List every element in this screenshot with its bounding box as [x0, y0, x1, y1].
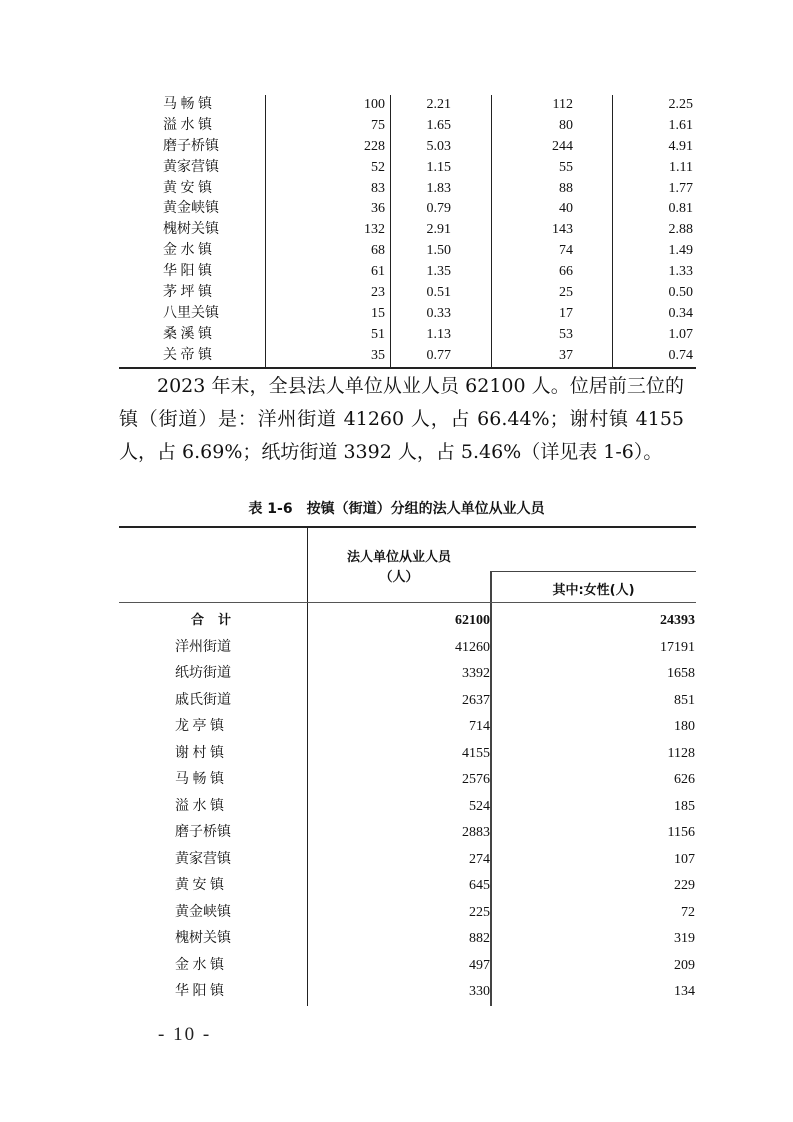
table-row	[119, 199, 696, 220]
table-row	[119, 767, 696, 794]
count-2023: 37	[559, 347, 573, 363]
row-label: 槐树关镇	[175, 931, 231, 946]
count-2023: 17	[559, 305, 573, 321]
row-label: 黄金峡镇	[163, 201, 219, 217]
page-number: - 10 -	[158, 1024, 212, 1045]
count-2022: 68	[371, 243, 385, 259]
count-2022: 23	[371, 285, 385, 301]
table-1-6	[119, 526, 696, 1006]
share-2022: 1.15	[426, 159, 451, 175]
row-label: 关 帝 镇	[163, 347, 212, 363]
count-2022: 61	[371, 264, 385, 280]
share-2023: 1.33	[668, 264, 693, 280]
employees-value: 3392	[462, 666, 490, 681]
table-row	[119, 953, 696, 980]
female-value: 134	[674, 984, 695, 999]
table-row	[119, 179, 696, 200]
female-value: 17191	[660, 639, 695, 655]
share-2022: 2.91	[426, 222, 451, 238]
count-2022: 15	[371, 305, 385, 321]
table-row	[119, 346, 696, 367]
count-2022: 100	[364, 97, 385, 112]
count-2022: 52	[371, 159, 385, 175]
table-row	[119, 137, 696, 158]
row-label: 马 畅 镇	[163, 97, 212, 112]
count-2022: 35	[371, 347, 385, 363]
share-2022: 0.79	[426, 201, 451, 217]
employees-value: 274	[469, 851, 490, 867]
table-bottom-rule	[119, 367, 696, 369]
female-value: 319	[674, 931, 695, 946]
share-2023: 0.34	[668, 305, 693, 321]
employees-value: 2637	[462, 692, 490, 708]
table-row	[119, 220, 696, 241]
female-value: 851	[674, 692, 695, 708]
share-2023: 1.07	[668, 326, 693, 342]
share-2023: 0.81	[668, 201, 693, 217]
row-label: 谢 村 镇	[175, 745, 224, 761]
table-row	[119, 688, 696, 715]
female-value: 229	[674, 878, 695, 893]
share-2022: 1.83	[426, 180, 451, 196]
count-2023: 25	[559, 285, 573, 301]
table-row	[119, 847, 696, 874]
count-2023: 88	[559, 180, 573, 196]
share-2023: 4.91	[668, 138, 693, 154]
share-2022: 1.50	[426, 243, 451, 259]
share-2022: 2.21	[426, 97, 451, 112]
count-2023: 244	[552, 138, 573, 154]
female-value: 107	[674, 851, 695, 867]
share-2023: 1.77	[668, 180, 693, 196]
count-2023: 40	[559, 201, 573, 217]
count-2023: 74	[559, 243, 573, 259]
table-row	[119, 661, 696, 688]
row-label: 华 阳 镇	[163, 264, 212, 280]
summary-paragraph	[119, 370, 684, 469]
table-row	[119, 979, 696, 1006]
count-2022: 83	[371, 180, 385, 196]
female-value: 1658	[667, 666, 695, 681]
share-2022: 0.33	[426, 305, 451, 321]
female-value: 1156	[667, 825, 695, 840]
row-label: 溢 水 镇	[175, 798, 224, 814]
table-row	[119, 241, 696, 262]
row-label: 金 水 镇	[175, 957, 224, 973]
count-2022: 132	[364, 222, 385, 238]
female-value: 626	[674, 772, 695, 787]
table-row	[119, 304, 696, 325]
share-2023: 0.74	[668, 347, 693, 363]
row-label: 马 畅 镇	[175, 772, 224, 787]
count-2023: 80	[559, 117, 573, 133]
table-row	[119, 325, 696, 346]
count-2023: 66	[559, 264, 573, 280]
female-value: 185	[674, 798, 695, 814]
employees-value: 882	[469, 931, 490, 946]
employees-value: 4155	[462, 745, 490, 761]
row-label: 茅 坪 镇	[163, 285, 212, 301]
row-label: 合计	[191, 613, 246, 628]
row-label: 槐树关镇	[163, 222, 219, 238]
header-employees-unit: （人）	[379, 570, 419, 585]
table-title: 按镇（街道）分组的法人单位从业人员	[306, 501, 545, 517]
table-row	[119, 95, 696, 116]
share-2023: 2.88	[668, 222, 693, 238]
employees-value: 2883	[462, 825, 490, 840]
row-label: 戚氏街道	[175, 692, 231, 708]
row-label: 磨子桥镇	[163, 138, 219, 154]
female-value: 72	[681, 904, 695, 920]
table-row	[119, 926, 696, 953]
table-row	[119, 900, 696, 927]
table-row	[119, 158, 696, 179]
employees-value: 524	[469, 798, 490, 814]
table-row	[119, 794, 696, 821]
row-label: 金 水 镇	[163, 243, 212, 259]
share-2023: 0.50	[668, 285, 693, 301]
employees-value: 41260	[455, 639, 490, 655]
table-body	[119, 608, 696, 1006]
total-row	[119, 608, 696, 635]
share-2023: 1.61	[668, 117, 693, 133]
employees-value: 645	[469, 878, 490, 893]
header-employees-label: 法人单位从业人员	[346, 550, 451, 565]
subheader-rule	[490, 571, 696, 572]
table-caption	[0, 498, 793, 518]
table-row	[119, 820, 696, 847]
row-label: 纸坊街道	[175, 666, 231, 681]
table-body	[119, 95, 696, 367]
row-label: 八里关镇	[163, 305, 219, 321]
share-2023: 1.49	[668, 243, 693, 259]
row-label: 洋州街道	[175, 639, 231, 655]
share-2022: 1.13	[426, 326, 451, 342]
employees-value: 330	[469, 984, 490, 999]
table-row	[119, 714, 696, 741]
count-2022: 228	[364, 138, 385, 154]
female-value: 24393	[660, 613, 695, 628]
row-label: 桑 溪 镇	[163, 326, 212, 342]
table-row	[119, 283, 696, 304]
row-label: 黄家营镇	[163, 159, 219, 175]
count-2023: 112	[552, 97, 573, 112]
share-2022: 0.51	[426, 285, 451, 301]
employees-value: 497	[469, 957, 490, 973]
header-bottom-rule	[119, 602, 696, 603]
employees-value: 225	[469, 904, 490, 920]
table-top-rule	[119, 526, 696, 528]
share-2023: 2.25	[668, 97, 693, 112]
table-row	[119, 873, 696, 900]
row-label: 黄家营镇	[175, 851, 231, 867]
table-row	[119, 116, 696, 137]
table-number: 表 1-6	[248, 501, 293, 517]
count-2023: 143	[552, 222, 573, 238]
header-female: 其中:女性(人)	[552, 583, 635, 598]
count-2022: 51	[371, 326, 385, 342]
row-label: 龙 亭 镇	[175, 719, 224, 734]
count-2022: 75	[371, 117, 385, 133]
paragraph-text: 2023 年末，全县法人单位从业人员 62100 人。位居前三位的镇（街道）是：洋州街道 41260 人，占 66.44%；谢村镇 4155 人，占 6.69%；纸坊街道 3392 人，占 5.46%（详见表 1-6）。	[119, 375, 684, 463]
row-label: 黄 安 镇	[163, 180, 212, 196]
employees-value: 714	[469, 719, 490, 734]
row-label: 磨子桥镇	[175, 825, 231, 840]
count-2023: 53	[559, 326, 573, 342]
header-employees	[308, 548, 490, 588]
row-label: 黄 安 镇	[175, 878, 224, 893]
share-2022: 1.35	[426, 264, 451, 280]
row-label: 华 阳 镇	[175, 984, 224, 999]
previous-table-continuation	[119, 95, 696, 367]
table-row	[119, 262, 696, 283]
row-label: 黄金峡镇	[175, 904, 231, 920]
female-value: 1128	[667, 745, 695, 761]
share-2023: 1.11	[669, 159, 693, 175]
share-2022: 5.03	[426, 138, 451, 154]
table-row	[119, 741, 696, 768]
share-2022: 0.77	[426, 347, 451, 363]
female-value: 180	[674, 719, 695, 734]
female-value: 209	[674, 957, 695, 973]
table-row	[119, 635, 696, 662]
count-2022: 36	[371, 201, 385, 217]
row-label: 溢 水 镇	[163, 117, 212, 133]
count-2023: 55	[559, 159, 573, 175]
employees-value: 2576	[462, 772, 490, 787]
share-2022: 1.65	[426, 117, 451, 133]
employees-value: 62100	[455, 613, 490, 628]
